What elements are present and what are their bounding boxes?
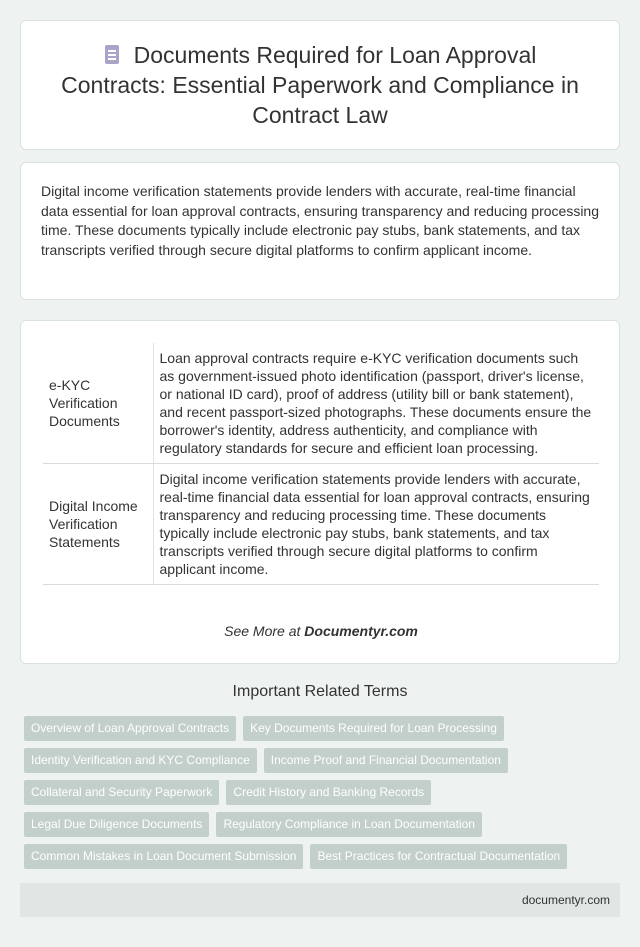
tag-row <box>24 812 624 837</box>
see-more-prefix: See More at <box>224 623 305 639</box>
table-row <box>43 464 599 585</box>
related-tag[interactable]: Key Documents Required for Loan Processing <box>243 716 504 741</box>
related-terms-tags <box>24 716 624 876</box>
page-title <box>51 40 589 130</box>
related-tag[interactable]: Common Mistakes in Loan Document Submission <box>24 844 303 869</box>
related-tag[interactable]: Overview of Loan Approval Contracts <box>24 716 236 741</box>
table-row <box>43 343 599 464</box>
see-more-link[interactable]: Documentyr.com <box>304 623 418 639</box>
see-more <box>21 623 621 639</box>
tag-row <box>24 780 624 805</box>
document-icon <box>104 45 120 65</box>
intro-card <box>20 162 620 300</box>
intro-paragraph: Digital income verification statements provide lenders with accurate, real-time financial data essential for loan approval contracts, ensuring transparency and reducing processing time. These documents typically include electronic pay stubs, bank statements, and tax transcripts verified through secure digital platforms to confirm applicant income. <box>41 183 599 258</box>
table-term: e-KYC Verification Documents <box>43 343 153 464</box>
footer <box>20 883 620 917</box>
related-tag[interactable]: Regulatory Compliance in Loan Documentation <box>216 812 481 837</box>
related-terms-title: Important Related Terms <box>232 683 408 700</box>
table-term: Digital Income Verification Statements <box>43 464 153 585</box>
footer-site[interactable]: documentyr.com <box>521 893 610 907</box>
tag-row <box>24 716 624 741</box>
table-description: Digital income verification statements provide lenders with accurate, real-time financial data essential for loan approval contracts, ensuring transparency and reducing processing time. These documents typically include electronic pay stubs, bank statements, and tax transcripts verified through secure digital platforms to confirm applicant income. <box>153 464 599 585</box>
documents-table-card <box>20 320 620 664</box>
page-title-text: Documents Required for Loan Approval Contracts: Essential Paperwork and Compliance in Contract Law <box>61 42 579 128</box>
related-tag[interactable]: Income Proof and Financial Documentation <box>264 748 508 773</box>
related-tag[interactable]: Identity Verification and KYC Compliance <box>24 748 257 773</box>
tag-row <box>24 844 624 869</box>
table-description: Loan approval contracts require e-KYC verification documents such as government-issued photo identification (passport, driver's license, or national ID card), proof of address (utility bill or bank statement), and recent passport-sized photographs. These documents ensure the borrower's identity, address authenticity, and compliance with regulatory standards for secure and efficient loan processing. <box>153 343 599 464</box>
related-tag[interactable]: Best Practices for Contractual Documentation <box>310 844 567 869</box>
tag-row <box>24 748 624 773</box>
title-card <box>20 20 620 150</box>
related-tag[interactable]: Collateral and Security Paperwork <box>24 780 219 805</box>
related-tag[interactable]: Credit History and Banking Records <box>226 780 431 805</box>
documents-table <box>43 343 599 585</box>
related-tag[interactable]: Legal Due Diligence Documents <box>24 812 209 837</box>
